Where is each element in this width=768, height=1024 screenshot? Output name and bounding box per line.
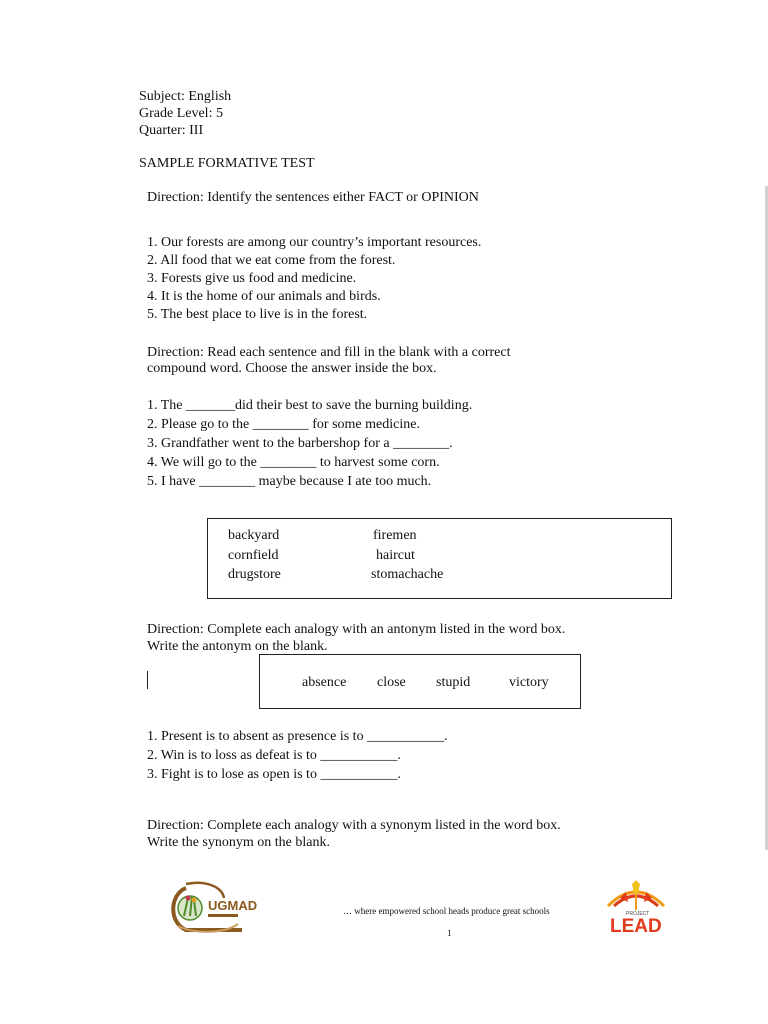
direction-synonym-line1: Direction: Complete each analogy with a synonym listed in the word box. xyxy=(147,818,561,833)
ugmad-logo-text: UGMAD xyxy=(208,898,258,913)
word-box-entry: cornfield xyxy=(228,548,279,563)
lead-logo-text: LEAD xyxy=(610,916,662,936)
list-item: 5. The best place to live is in the forest. xyxy=(147,307,368,322)
list-item: 3. Fight is to lose as open is to ___________. xyxy=(147,767,401,782)
word-box-entry: victory xyxy=(509,675,549,690)
subject-line: Subject: English xyxy=(139,89,232,104)
list-item: 4. We will go to the ________ to harvest some corn. xyxy=(147,455,440,470)
direction-compound-words-line2: compound word. Choose the answer inside the box. xyxy=(147,361,437,376)
list-item: 1. The _______did their best to save the burning building. xyxy=(147,398,473,413)
word-box-entry: close xyxy=(377,675,406,690)
word-box-entry: absence xyxy=(302,675,347,690)
ugmad-logo xyxy=(164,880,262,938)
list-item: 1. Present is to absent as presence is to ___________. xyxy=(147,729,448,744)
list-item: 2. Win is to loss as defeat is to ___________. xyxy=(147,748,401,763)
word-box-entry: stomachache xyxy=(371,567,444,582)
grade-level-line: Grade Level: 5 xyxy=(139,106,223,121)
direction-fact-opinion: Direction: Identify the sentences either FACT or OPINION xyxy=(147,190,479,205)
project-label: PROJECT xyxy=(626,911,650,917)
list-item: 3. Forests give us food and medicine. xyxy=(147,271,357,286)
list-item: 4. It is the home of our animals and birds. xyxy=(147,289,381,304)
direction-synonym-line2: Write the synonym on the blank. xyxy=(147,835,330,850)
test-title: SAMPLE FORMATIVE TEST xyxy=(139,156,315,171)
direction-antonym-line2: Write the antonym on the blank. xyxy=(147,639,328,654)
word-box-entry: stupid xyxy=(436,675,471,690)
text-cursor xyxy=(147,671,148,689)
list-item: 2. All food that we eat come from the forest. xyxy=(147,253,396,268)
footer-tagline: … where empowered school heads produce great schools xyxy=(343,906,550,916)
direction-compound-words-line1: Direction: Read each sentence and fill in the blank with a correct xyxy=(147,345,511,360)
word-box-entry: haircut xyxy=(376,548,415,563)
page-number: 1 xyxy=(447,928,452,938)
word-box-entry: backyard xyxy=(228,528,280,543)
quarter-line: Quarter: III xyxy=(139,123,204,138)
list-item: 3. Grandfather went to the barbershop for a ________. xyxy=(147,436,453,451)
word-box-entry: drugstore xyxy=(228,567,281,582)
list-item: 5. I have ________ maybe because I ate too much. xyxy=(147,474,432,489)
project-lead-logo xyxy=(598,880,674,936)
word-box-entry: firemen xyxy=(373,528,417,543)
list-item: 1. Our forests are among our country’s important resources. xyxy=(147,235,482,250)
list-item: 2. Please go to the ________ for some medicine. xyxy=(147,417,420,432)
direction-antonym-line1: Direction: Complete each analogy with an antonym listed in the word box. xyxy=(147,622,566,637)
